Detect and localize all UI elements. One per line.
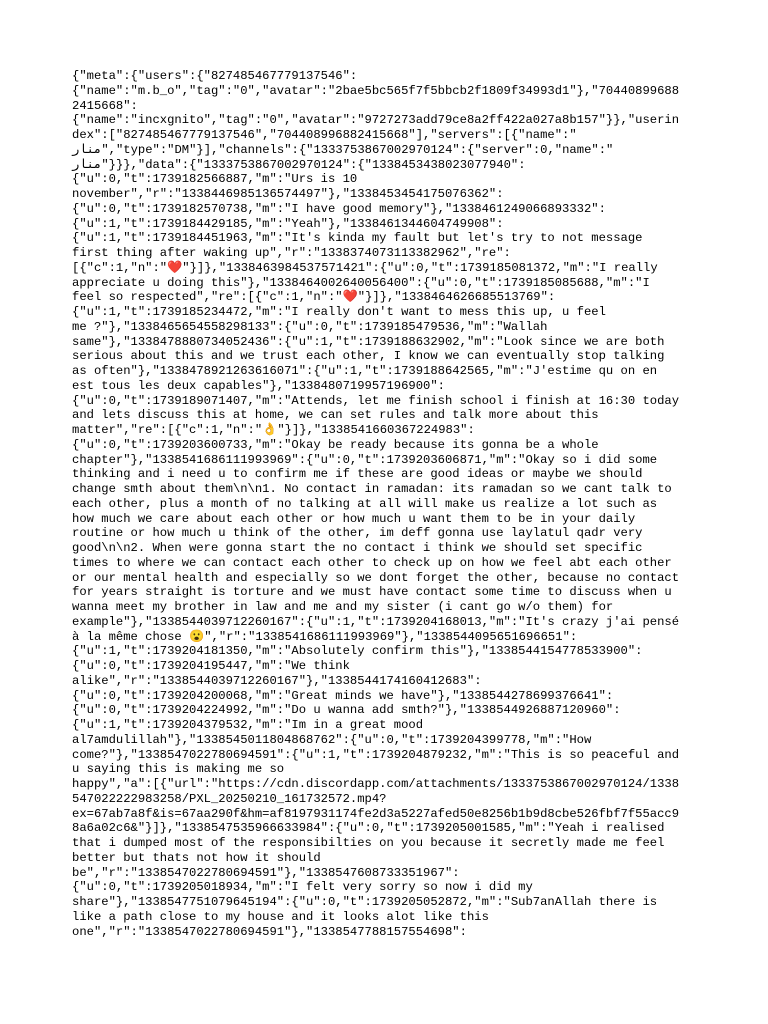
text-line: {"u":0,"t":1739182566887,"m":"Urs is 10 [72,172,358,187]
text-line: {"u":0,"t":1739204195447,"m":"We think [72,659,350,673]
text-line: dex":["827485467779137546","704408996882415668"],"servers":[{"name":" [72,128,577,142]
text-line: routine or how much u think of the other, im deff gonna use laylatul qadr very [72,526,643,541]
text-line: first thing after waking up","r":"1338374073113382962","re": [72,246,511,260]
text-line: good\n\n2. When were gonna start the no contact i think we should set specific [72,541,643,555]
text-line: al7amdulillah"},"1338545011804868762":{"u":0,"t":1739204399778,"m":"How [72,732,592,747]
text-line: matter","re":[{"c":1,"n":"👌"}]},"1338541660367224983": [72,423,475,437]
text-line: or our mental health and especially so we dont forget the other, because no contact [72,570,680,585]
text-line: 547022222983258/PXL_20250210_161732572.mp4? [72,791,387,806]
text-line: one","r":"1338547022780694591"},"1338547788157554698": [72,924,467,939]
text-line: à la même chose 😮","r":"1338541686111993969"},"1338544095651696651": [72,629,578,644]
text-line: times to where we can contact each other to check up on how we feel abt each other [72,555,672,570]
text-line: {"u":1,"t":1739204379532,"m":"Im in a great mood [72,718,424,732]
text-line: منار","type":"DM"}],"channels":{"1333753867002970124":{"server":0,"name":" [72,142,614,157]
text-line: that i dumped most of the responsibilties on you because it secretly made me feel [72,836,665,850]
text-line: chapter"},"1338541686111993969":{"u":0,"t":1739203606871,"m":"Okay so i did some [72,452,658,467]
text-line: happy","a":[{"url":"https://cdn.discordapp.com/attachments/1333753867002970124/1338 [72,777,680,791]
text-line: thinking and i need u to confirm me if these are good ideas or maybe we should [72,467,643,482]
text-line: same"},"1338478880734052436":{"u":1,"t":1739188632902,"m":"Look since we are both [72,334,665,349]
text-line: 8a6a02c6&"}]},"1338547535966633984":{"u":0,"t":1739205001585,"m":"Yeah i realised [72,821,665,836]
text-line: {"u":1,"t":1739204181350,"m":"Absolutely confirm this"},"1338544154778533900": [72,644,643,659]
text-line: like a path close to my house and it looks alot like this [72,909,489,924]
text-line: {"u":1,"t":1739185234472,"m":"I really don't want to mess this up, u feel [72,305,606,319]
text-line: appreciate u doing this"},"1338464002640056400":{"u":0,"t":1739185085688,"m":"I [72,275,650,290]
text-line: {"u":0,"t":1739204224992,"m":"Do u wanna add smth?"},"1338544926887120960": [72,703,621,718]
text-line: how much we care about each other or how much u want them to be in your daily [72,511,636,526]
text-line: serious about this and we trust each other, I know we can eventually stop talking [72,349,665,364]
text-line: alike","r":"1338544039712260167"},"1338544174160412683": [72,673,482,688]
text-line: {"meta":{"users":{"827485467779137546": [72,69,358,83]
text-line: u saying this is making me so [72,762,285,777]
json-text-block [72,69,700,939]
text-line: be","r":"1338547022780694591"},"1338547608733351967": [72,865,460,880]
text-line: {"u":1,"t":1739184429185,"m":"Yeah"},"1338461344604749908": [72,216,504,231]
text-line: منار"}}},"data":{"1333753867002970124":{"1338453438023077940": [72,157,526,172]
text-line: feel so respected","re":[{"c":1,"n":"❤️"}]},"1338464626685513769": [72,290,556,305]
text-line: come?"},"1338547022780694591":{"u":1,"t":1739204879232,"m":"This is so peaceful and [72,747,680,762]
text-line: me ?"},"1338465654558298133":{"u":0,"t":1739185479536,"m":"Wallah [72,319,548,334]
text-line: {"u":0,"t":1739203600733,"m":"Okay be ready because its gonna be a whole [72,437,599,452]
text-line: {"name":"incxgnito","tag":"0","avatar":"9727273add79ce8a2ff422a027a8b157"}},"userin [72,113,680,128]
text-line: est tous les deux capables"},"1338480719957196900": [72,378,445,393]
text-line: for years straight is torture and we must have contact some time to discuss when u [72,585,672,600]
text-line: {"u":0,"t":1739182570738,"m":"I have good memory"},"1338461249066893332": [72,201,606,216]
text-line: {"u":0,"t":1739205018934,"m":"I felt very sorry so now i did my [72,880,533,895]
text-line: wanna meet my brother in law and me and my sister (i cant go w/o them) for [72,600,614,614]
text-line: {"name":"m.b_o","tag":"0","avatar":"2bae5bc565f7f5bbcb2f1809f34993d1"},"70440899688 [72,83,680,98]
text-line: better but thats not how it should [72,850,321,865]
text-line: share"},"1338547751079645194":{"u":0,"t":1739205052872,"m":"Sub7anAllah there is [72,895,658,909]
text-line: each other, plus a month of no talking at all will make us realize a lot such as [72,496,658,511]
text-line: as often"},"1338478921263616071":{"u":1,"t":1739188642565,"m":"J'estime qu on en [72,364,658,378]
text-line: {"u":0,"t":1739189071407,"m":"Attends, let me finish school i finish at 16:30 today [72,393,680,408]
text-line: example"},"1338544039712260167":{"u":1,"t":1739204168013,"m":"It's crazy j'ai pensé [72,614,680,629]
text-line: 2415668": [72,98,138,113]
text-line: and lets discuss this at home, we can set rules and talk more about this [72,408,599,423]
text-line: {"u":1,"t":1739184451963,"m":"It's kinda my fault but let's try to not message [72,231,643,246]
text-line: november","r":"1338446985136574497"},"1338453454175076362": [72,187,504,201]
text-line: {"u":0,"t":1739204200068,"m":"Great minds we have"},"1338544278699376641": [72,688,614,703]
text-line: ex=67ab7a8f&is=67aa290f&hm=af8197931174fe2d3a5227afed50e8256b1b9d8cbe526fbf7f55acc9 [72,806,680,821]
text-line: change smth about them\n\n1. No contact in ramadan: its ramadan so we cant talk to [72,482,672,496]
text-line: [{"c":1,"n":"❤️"}]},"1338463984537571421":{"u":0,"t":1739185081372,"m":"I really [72,260,658,275]
